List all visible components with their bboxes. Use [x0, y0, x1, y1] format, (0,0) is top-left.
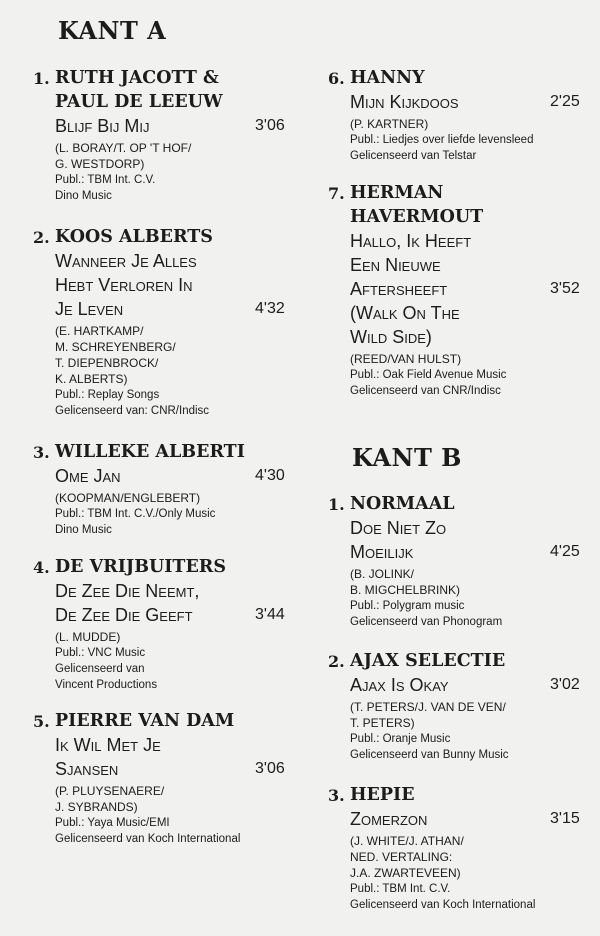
songwriter-credits: G. WESTDORP): [55, 157, 145, 171]
track-duration: 4'32: [255, 300, 285, 317]
song-title: Hallo, Ik Heeft: [350, 231, 472, 251]
track-duration: 4'30: [255, 467, 285, 484]
track-number: 6.: [328, 69, 345, 88]
track-duration: 4'25: [550, 543, 580, 560]
side-a-title: KANT A: [58, 16, 167, 45]
artist-name: AJAX SELECTIE: [350, 651, 506, 671]
artist-name: DE VRIJBUITERS: [55, 557, 226, 577]
publisher-info: Publ.: VNC Music: [55, 647, 146, 659]
song-title: Blijf Bij Mij: [55, 116, 150, 136]
track-number: 7.: [328, 184, 345, 203]
songwriter-credits: (L. MUDDE): [55, 630, 121, 644]
publisher-info: Publ.: Replay Songs: [55, 389, 160, 401]
song-title: Ajax Is Okay: [350, 675, 449, 695]
artist-name: WILLEKE ALBERTI: [55, 442, 245, 462]
track-duration: 3'44: [255, 606, 285, 623]
publisher-info: Publ.: TBM Int. C.V.: [55, 174, 156, 186]
songwriter-credits: (J. WHITE/J. ATHAN/: [350, 834, 464, 848]
song-title: (Walk On The: [350, 303, 460, 323]
publisher-info: Publ.: Yaya Music/EMI: [55, 817, 170, 829]
track-duration: 2'25: [550, 93, 580, 110]
song-title: Wanneer Je Alles: [55, 251, 197, 271]
songwriter-credits: J.A. ZWARTEVEEN): [350, 866, 461, 880]
publisher-info: Gelicenseerd van Bunny Music: [350, 749, 509, 761]
artist-name: KOOS ALBERTS: [55, 227, 213, 247]
songwriter-credits: (L. BORAY/T. OP 'T HOF/: [55, 141, 192, 155]
publisher-info: Gelicenseerd van CNR/Indisc: [350, 385, 501, 397]
track-number: 3.: [33, 443, 50, 462]
songwriter-credits: (E. HARTKAMP/: [55, 324, 144, 338]
track-number: 2.: [33, 228, 50, 247]
publisher-info: Dino Music: [55, 524, 112, 536]
track-duration: 3'15: [550, 810, 580, 827]
publisher-info: Gelicenseerd van Telstar: [350, 150, 477, 162]
artist-name: HAVERMOUT: [350, 207, 484, 227]
song-title: De Zee Die Neemt,: [55, 581, 200, 601]
track-number: 4.: [33, 558, 50, 577]
song-title: Hebt Verloren In: [55, 275, 193, 295]
songwriter-credits: B. MIGCHELBRINK): [350, 583, 461, 597]
song-title: Moeilijk: [350, 542, 414, 562]
song-title: Aftersheeft: [350, 279, 448, 299]
publisher-info: Publ.: TBM Int. C.V.: [350, 883, 451, 895]
songwriter-credits: J. SYBRANDS): [55, 800, 138, 814]
publisher-info: Publ.: Polygram music: [350, 600, 465, 612]
song-title: Een Nieuwe: [350, 255, 441, 275]
artist-name: RUTH JACOTT &: [55, 68, 219, 88]
song-title: Wild Side): [350, 327, 432, 347]
publisher-info: Gelicenseerd van: CNR/Indisc: [55, 405, 210, 417]
songwriter-credits: (KOOPMAN/ENGLEBERT): [55, 491, 201, 505]
publisher-info: Dino Music: [55, 190, 112, 202]
publisher-info: Gelicenseerd van Koch International: [55, 833, 241, 845]
song-title: Ome Jan: [55, 466, 121, 486]
track-number: 5.: [33, 712, 50, 731]
song-title: Doe Niet Zo: [350, 518, 447, 538]
track-duration: 3'02: [550, 676, 580, 693]
song-title: De Zee Die Geeft: [55, 605, 193, 625]
song-title: Ik Wil Met Je: [55, 735, 161, 755]
artist-name: HEPIE: [350, 785, 415, 805]
publisher-info: Gelicenseerd van Phonogram: [350, 616, 503, 628]
publisher-info: Gelicenseerd van Koch International: [350, 899, 536, 911]
songwriter-credits: (T. PETERS/J. VAN DE VEN/: [350, 700, 506, 714]
songwriter-credits: (REED/VAN HULST): [350, 352, 462, 366]
songwriter-credits: T. DIEPENBROCK/: [55, 356, 159, 370]
track-number: 1.: [33, 69, 50, 88]
song-title: Zomerzon: [350, 809, 428, 829]
artist-name: NORMAAL: [350, 494, 455, 514]
songwriter-credits: T. PETERS): [350, 716, 415, 730]
artist-name: HERMAN: [350, 183, 444, 203]
publisher-info: Publ.: Oranje Music: [350, 733, 451, 745]
track-duration: 3'06: [255, 117, 285, 134]
publisher-info: Publ.: Oak Field Avenue Music: [350, 369, 507, 381]
track-number: 1.: [328, 495, 345, 514]
track-duration: 3'06: [255, 760, 285, 777]
song-title: Mijn Kijkdoos: [350, 92, 459, 112]
publisher-info: Gelicenseerd van: [55, 663, 145, 675]
songwriter-credits: (B. JOLINK/: [350, 567, 415, 581]
song-title: Je Leven: [55, 299, 124, 319]
song-title: Sjansen: [55, 759, 119, 779]
side-b-title: KANT B: [352, 443, 462, 472]
songwriter-credits: NED. VERTALING:: [350, 850, 453, 864]
publisher-info: Publ.: Liedjes over liefde levensleed: [350, 134, 534, 146]
publisher-info: Publ.: TBM Int. C.V./Only Music: [55, 508, 216, 520]
publisher-info: Vincent Productions: [55, 679, 158, 691]
songwriter-credits: (P. PLUYSENAERE/: [55, 784, 165, 798]
songwriter-credits: (P. KARTNER): [350, 117, 429, 131]
track-number: 3.: [328, 786, 345, 805]
track-number: 2.: [328, 652, 345, 671]
track-duration: 3'52: [550, 280, 580, 297]
artist-name: PAUL DE LEEUW: [55, 92, 223, 112]
songwriter-credits: M. SCHREYENBERG/: [55, 340, 176, 354]
artist-name: HANNY: [350, 68, 425, 88]
artist-name: PIERRE VAN DAM: [55, 711, 235, 731]
songwriter-credits: K. ALBERTS): [55, 372, 128, 386]
